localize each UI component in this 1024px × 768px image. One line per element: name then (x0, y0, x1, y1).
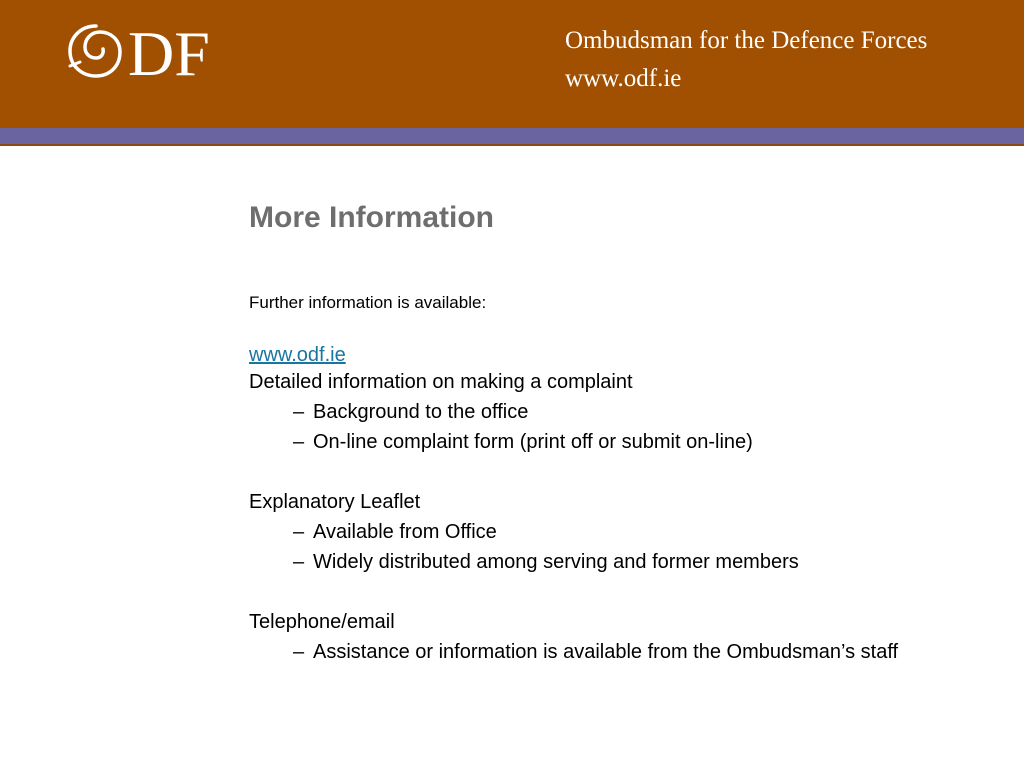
section-telephone (249, 607, 969, 665)
list-item (249, 397, 969, 427)
odf-logo-graphic (66, 18, 256, 84)
website-link[interactable]: www.odf.ie (249, 344, 346, 366)
bullet-dash: – (293, 431, 305, 453)
list-item-text: Widely distributed among serving and former members (313, 551, 799, 573)
org-name: Ombudsman for the Defence Forces (565, 27, 928, 54)
header-divider (0, 144, 1024, 146)
bullet-dash: – (293, 641, 305, 663)
section-heading: Telephone/email (249, 611, 395, 633)
list-item-text: Background to the office (313, 401, 529, 423)
logo-lettering: DF (128, 18, 210, 84)
slide-content (249, 198, 969, 665)
list-item (249, 517, 969, 547)
header-org-info (565, 22, 927, 98)
list-item (249, 637, 969, 665)
list-item-text: On-line complaint form (print off or submit on-line) (313, 431, 753, 453)
spacer (249, 577, 969, 607)
spacer (249, 457, 969, 487)
header-stripe (0, 128, 1024, 144)
section-heading: Explanatory Leaflet (249, 491, 421, 513)
section-heading: Detailed information on making a complaint (249, 371, 633, 393)
bullet-dash: – (293, 521, 305, 543)
org-url[interactable]: www.odf.ie (565, 65, 682, 92)
intro-text: Further information is available: (249, 293, 487, 312)
odf-logo (66, 18, 256, 84)
list-item-text: Assistance or information is available from the Ombudsman’s staff (313, 641, 899, 663)
section-leaflet (249, 487, 969, 577)
list-item (249, 427, 969, 457)
section-complaint (249, 367, 969, 457)
bullet-dash: – (293, 551, 305, 573)
list-item-text: Available from Office (313, 521, 497, 543)
slide-title: More Information (249, 201, 494, 234)
bullet-dash: – (293, 401, 305, 423)
list-item (249, 547, 969, 577)
